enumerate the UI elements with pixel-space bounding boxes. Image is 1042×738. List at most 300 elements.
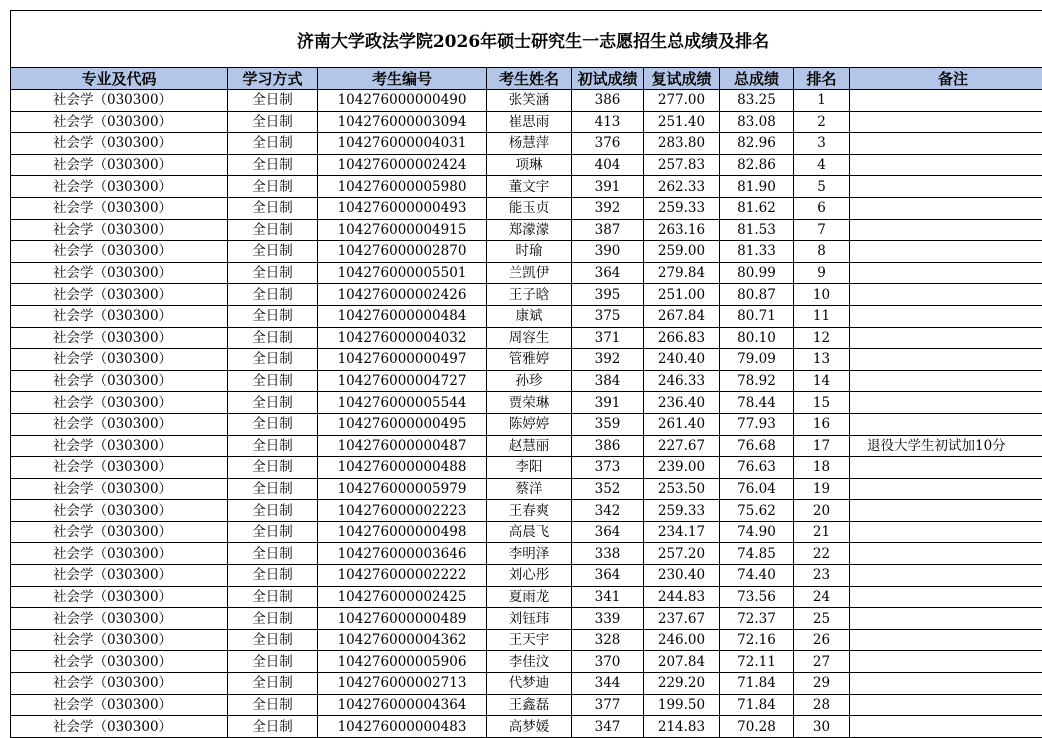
cell-retest-score: 283.80	[644, 133, 720, 155]
cell-notes	[850, 111, 1042, 133]
cell-notes	[850, 241, 1042, 263]
cell-rank: 22	[794, 543, 850, 565]
table-row	[11, 586, 1042, 608]
cell-rank: 7	[794, 219, 850, 241]
cell-total-score: 78.92	[720, 370, 794, 392]
cell-total-score: 76.63	[720, 457, 794, 479]
cell-prelim-score: 386	[572, 435, 644, 457]
cell-total-score: 74.40	[720, 565, 794, 587]
cell-study-mode: 全日制	[228, 133, 318, 155]
cell-major: 社会学（030300）	[11, 284, 228, 306]
cell-study-mode: 全日制	[228, 413, 318, 435]
cell-notes	[850, 694, 1042, 716]
cell-rank: 16	[794, 413, 850, 435]
cell-name: 李阳	[487, 457, 572, 479]
table-row	[11, 392, 1042, 414]
cell-notes	[850, 327, 1042, 349]
cell-prelim-score: 328	[572, 629, 644, 651]
cell-rank: 2	[794, 111, 850, 133]
cell-name: 王天宇	[487, 629, 572, 651]
cell-study-mode: 全日制	[228, 521, 318, 543]
cell-major: 社会学（030300）	[11, 197, 228, 219]
cell-study-mode: 全日制	[228, 608, 318, 630]
cell-notes	[850, 629, 1042, 651]
cell-major: 社会学（030300）	[11, 392, 228, 414]
cell-retest-score: 257.83	[644, 154, 720, 176]
cell-total-score: 82.86	[720, 154, 794, 176]
cell-major: 社会学（030300）	[11, 154, 228, 176]
cell-candidate-id: 104276000000483	[318, 716, 487, 738]
cell-major: 社会学（030300）	[11, 716, 228, 738]
table-row	[11, 90, 1042, 112]
cell-major: 社会学（030300）	[11, 608, 228, 630]
cell-name: 刘心彤	[487, 565, 572, 587]
cell-candidate-id: 104276000005980	[318, 176, 487, 198]
cell-retest-score: 199.50	[644, 694, 720, 716]
cell-name: 李佳汶	[487, 651, 572, 673]
cell-name: 郑濛濛	[487, 219, 572, 241]
cell-total-score: 75.62	[720, 500, 794, 522]
cell-name: 高梦媛	[487, 716, 572, 738]
cell-major: 社会学（030300）	[11, 176, 228, 198]
cell-total-score: 72.11	[720, 651, 794, 673]
cell-rank: 14	[794, 370, 850, 392]
cell-rank: 25	[794, 608, 850, 630]
table-row	[11, 694, 1042, 716]
cell-prelim-score: 390	[572, 241, 644, 263]
cell-study-mode: 全日制	[228, 219, 318, 241]
cell-total-score: 74.90	[720, 521, 794, 543]
cell-total-score: 80.87	[720, 284, 794, 306]
cell-retest-score: 251.40	[644, 111, 720, 133]
cell-total-score: 77.93	[720, 413, 794, 435]
cell-major: 社会学（030300）	[11, 543, 228, 565]
cell-notes	[850, 305, 1042, 327]
table-row	[11, 197, 1042, 219]
cell-total-score: 81.62	[720, 197, 794, 219]
cell-notes: 退役大学生初试加10分	[850, 435, 1042, 457]
cell-retest-score: 214.83	[644, 716, 720, 738]
cell-total-score: 72.16	[720, 629, 794, 651]
cell-notes	[850, 716, 1042, 738]
header-major: 专业及代码	[11, 68, 228, 90]
cell-name: 王子晗	[487, 284, 572, 306]
header-notes: 备注	[850, 68, 1042, 90]
cell-retest-score: 246.33	[644, 370, 720, 392]
cell-prelim-score: 391	[572, 392, 644, 414]
cell-candidate-id: 104276000005544	[318, 392, 487, 414]
cell-name: 王鑫磊	[487, 694, 572, 716]
table-header-row	[11, 68, 1042, 90]
cell-candidate-id: 104276000004364	[318, 694, 487, 716]
cell-candidate-id: 104276000000487	[318, 435, 487, 457]
cell-rank: 30	[794, 716, 850, 738]
cell-retest-score: 246.00	[644, 629, 720, 651]
table-row	[11, 651, 1042, 673]
cell-study-mode: 全日制	[228, 673, 318, 695]
cell-prelim-score: 404	[572, 154, 644, 176]
cell-retest-score: 234.17	[644, 521, 720, 543]
cell-retest-score: 277.00	[644, 90, 720, 112]
header-candidate-id: 考生编号	[318, 68, 487, 90]
cell-prelim-score: 392	[572, 197, 644, 219]
cell-name: 崔思雨	[487, 111, 572, 133]
cell-prelim-score: 364	[572, 565, 644, 587]
cell-total-score: 80.99	[720, 262, 794, 284]
cell-retest-score: 257.20	[644, 543, 720, 565]
cell-name: 王春爽	[487, 500, 572, 522]
cell-study-mode: 全日制	[228, 543, 318, 565]
table-row	[11, 133, 1042, 155]
cell-retest-score: 267.84	[644, 305, 720, 327]
cell-major: 社会学（030300）	[11, 435, 228, 457]
cell-major: 社会学（030300）	[11, 133, 228, 155]
cell-total-score: 82.96	[720, 133, 794, 155]
cell-notes	[850, 176, 1042, 198]
cell-candidate-id: 104276000005906	[318, 651, 487, 673]
cell-retest-score: 227.67	[644, 435, 720, 457]
cell-major: 社会学（030300）	[11, 349, 228, 371]
cell-name: 项琳	[487, 154, 572, 176]
table-row	[11, 478, 1042, 500]
cell-name: 孙珍	[487, 370, 572, 392]
cell-notes	[850, 543, 1042, 565]
cell-candidate-id: 104276000005979	[318, 478, 487, 500]
cell-study-mode: 全日制	[228, 197, 318, 219]
cell-prelim-score: 339	[572, 608, 644, 630]
cell-study-mode: 全日制	[228, 435, 318, 457]
cell-prelim-score: 395	[572, 284, 644, 306]
table-row	[11, 284, 1042, 306]
header-rank: 排名	[794, 68, 850, 90]
cell-total-score: 79.09	[720, 349, 794, 371]
cell-candidate-id: 104276000002223	[318, 500, 487, 522]
cell-major: 社会学（030300）	[11, 90, 228, 112]
cell-name: 杨慧萍	[487, 133, 572, 155]
cell-retest-score: 207.84	[644, 651, 720, 673]
cell-rank: 24	[794, 586, 850, 608]
cell-study-mode: 全日制	[228, 284, 318, 306]
cell-candidate-id: 104276000002424	[318, 154, 487, 176]
cell-candidate-id: 104276000004032	[318, 327, 487, 349]
cell-candidate-id: 104276000000497	[318, 349, 487, 371]
cell-study-mode: 全日制	[228, 327, 318, 349]
cell-study-mode: 全日制	[228, 629, 318, 651]
table-row	[11, 327, 1042, 349]
cell-prelim-score: 391	[572, 176, 644, 198]
cell-total-score: 76.04	[720, 478, 794, 500]
cell-prelim-score: 376	[572, 133, 644, 155]
cell-retest-score: 239.00	[644, 457, 720, 479]
document-title: 济南大学政法学院2026年硕士研究生一志愿招生总成绩及排名	[10, 10, 1042, 67]
cell-name: 周容生	[487, 327, 572, 349]
cell-total-score: 83.08	[720, 111, 794, 133]
cell-notes	[850, 651, 1042, 673]
cell-rank: 27	[794, 651, 850, 673]
cell-prelim-score: 387	[572, 219, 644, 241]
cell-retest-score: 236.40	[644, 392, 720, 414]
cell-major: 社会学（030300）	[11, 500, 228, 522]
table-row	[11, 370, 1042, 392]
cell-candidate-id: 104276000002222	[318, 565, 487, 587]
cell-retest-score: 266.83	[644, 327, 720, 349]
table-row	[11, 305, 1042, 327]
cell-retest-score: 259.33	[644, 197, 720, 219]
table-row	[11, 435, 1042, 457]
cell-study-mode: 全日制	[228, 651, 318, 673]
cell-candidate-id: 104276000002870	[318, 241, 487, 263]
cell-notes	[850, 133, 1042, 155]
cell-major: 社会学（030300）	[11, 370, 228, 392]
cell-total-score: 71.84	[720, 694, 794, 716]
cell-major: 社会学（030300）	[11, 327, 228, 349]
cell-rank: 28	[794, 694, 850, 716]
table-row	[11, 543, 1042, 565]
cell-retest-score: 230.40	[644, 565, 720, 587]
cell-study-mode: 全日制	[228, 478, 318, 500]
cell-candidate-id: 104276000004031	[318, 133, 487, 155]
cell-notes	[850, 219, 1042, 241]
cell-name: 张笑涵	[487, 90, 572, 112]
cell-candidate-id: 104276000004727	[318, 370, 487, 392]
cell-rank: 29	[794, 673, 850, 695]
cell-major: 社会学（030300）	[11, 262, 228, 284]
cell-rank: 8	[794, 241, 850, 263]
header-prelim-score: 初试成绩	[572, 68, 644, 90]
table-row	[11, 457, 1042, 479]
cell-study-mode: 全日制	[228, 111, 318, 133]
header-total-score: 总成绩	[720, 68, 794, 90]
header-study-mode: 学习方式	[228, 68, 318, 90]
cell-prelim-score: 347	[572, 716, 644, 738]
cell-name: 康斌	[487, 305, 572, 327]
cell-major: 社会学（030300）	[11, 565, 228, 587]
cell-candidate-id: 104276000000484	[318, 305, 487, 327]
table-row	[11, 413, 1042, 435]
cell-name: 能玉贞	[487, 197, 572, 219]
cell-notes	[850, 500, 1042, 522]
cell-candidate-id: 104276000003646	[318, 543, 487, 565]
cell-total-score: 70.28	[720, 716, 794, 738]
cell-name: 贾荣琳	[487, 392, 572, 414]
cell-name: 兰凯伊	[487, 262, 572, 284]
cell-retest-score: 237.67	[644, 608, 720, 630]
cell-study-mode: 全日制	[228, 565, 318, 587]
cell-retest-score: 259.00	[644, 241, 720, 263]
cell-prelim-score: 342	[572, 500, 644, 522]
cell-study-mode: 全日制	[228, 716, 318, 738]
cell-retest-score: 279.84	[644, 262, 720, 284]
cell-notes	[850, 565, 1042, 587]
cell-major: 社会学（030300）	[11, 457, 228, 479]
cell-study-mode: 全日制	[228, 154, 318, 176]
cell-notes	[850, 457, 1042, 479]
cell-rank: 3	[794, 133, 850, 155]
cell-name: 刘钰玮	[487, 608, 572, 630]
table-row	[11, 629, 1042, 651]
cell-candidate-id: 104276000000490	[318, 90, 487, 112]
cell-retest-score: 251.00	[644, 284, 720, 306]
cell-study-mode: 全日制	[228, 370, 318, 392]
cell-retest-score: 261.40	[644, 413, 720, 435]
cell-candidate-id: 104276000000493	[318, 197, 487, 219]
cell-total-score: 80.71	[720, 305, 794, 327]
cell-prelim-score: 338	[572, 543, 644, 565]
cell-study-mode: 全日制	[228, 90, 318, 112]
cell-name: 代梦迪	[487, 673, 572, 695]
cell-notes	[850, 586, 1042, 608]
cell-retest-score: 240.40	[644, 349, 720, 371]
cell-prelim-score: 344	[572, 673, 644, 695]
cell-candidate-id: 104276000000498	[318, 521, 487, 543]
cell-notes	[850, 262, 1042, 284]
cell-major: 社会学（030300）	[11, 111, 228, 133]
cell-notes	[850, 370, 1042, 392]
cell-total-score: 76.68	[720, 435, 794, 457]
cell-prelim-score: 386	[572, 90, 644, 112]
cell-study-mode: 全日制	[228, 586, 318, 608]
score-table	[10, 67, 1042, 738]
cell-notes	[850, 197, 1042, 219]
cell-notes	[850, 90, 1042, 112]
cell-retest-score: 259.33	[644, 500, 720, 522]
cell-candidate-id: 104276000003094	[318, 111, 487, 133]
cell-total-score: 81.33	[720, 241, 794, 263]
cell-retest-score: 253.50	[644, 478, 720, 500]
table-row	[11, 565, 1042, 587]
cell-prelim-score: 375	[572, 305, 644, 327]
cell-rank: 6	[794, 197, 850, 219]
table-row	[11, 154, 1042, 176]
cell-prelim-score: 384	[572, 370, 644, 392]
cell-major: 社会学（030300）	[11, 651, 228, 673]
cell-candidate-id: 104276000005501	[318, 262, 487, 284]
cell-name: 夏雨龙	[487, 586, 572, 608]
table-row	[11, 219, 1042, 241]
cell-prelim-score: 392	[572, 349, 644, 371]
cell-study-mode: 全日制	[228, 500, 318, 522]
cell-prelim-score: 359	[572, 413, 644, 435]
table-row	[11, 176, 1042, 198]
cell-name: 赵慧丽	[487, 435, 572, 457]
table-row	[11, 521, 1042, 543]
cell-study-mode: 全日制	[228, 176, 318, 198]
cell-retest-score: 244.83	[644, 586, 720, 608]
cell-major: 社会学（030300）	[11, 629, 228, 651]
cell-rank: 19	[794, 478, 850, 500]
table-row	[11, 111, 1042, 133]
cell-notes	[850, 608, 1042, 630]
cell-prelim-score: 371	[572, 327, 644, 349]
cell-major: 社会学（030300）	[11, 413, 228, 435]
cell-total-score: 72.37	[720, 608, 794, 630]
cell-prelim-score: 377	[572, 694, 644, 716]
cell-total-score: 81.53	[720, 219, 794, 241]
cell-prelim-score: 370	[572, 651, 644, 673]
cell-prelim-score: 364	[572, 521, 644, 543]
table-body	[11, 90, 1042, 738]
header-retest-score: 复试成绩	[644, 68, 720, 90]
cell-name: 蔡洋	[487, 478, 572, 500]
cell-major: 社会学（030300）	[11, 521, 228, 543]
cell-prelim-score: 341	[572, 586, 644, 608]
table-row	[11, 500, 1042, 522]
table-row	[11, 241, 1042, 263]
cell-prelim-score: 364	[572, 262, 644, 284]
cell-candidate-id: 104276000002426	[318, 284, 487, 306]
cell-name: 时瑜	[487, 241, 572, 263]
cell-name: 李明泽	[487, 543, 572, 565]
cell-major: 社会学（030300）	[11, 241, 228, 263]
cell-name: 管雅婷	[487, 349, 572, 371]
cell-rank: 17	[794, 435, 850, 457]
table-row	[11, 673, 1042, 695]
cell-study-mode: 全日制	[228, 694, 318, 716]
cell-notes	[850, 521, 1042, 543]
cell-total-score: 78.44	[720, 392, 794, 414]
cell-candidate-id: 104276000004362	[318, 629, 487, 651]
cell-study-mode: 全日制	[228, 241, 318, 263]
cell-rank: 26	[794, 629, 850, 651]
cell-major: 社会学（030300）	[11, 478, 228, 500]
cell-total-score: 73.56	[720, 586, 794, 608]
cell-prelim-score: 413	[572, 111, 644, 133]
cell-notes	[850, 154, 1042, 176]
cell-study-mode: 全日制	[228, 262, 318, 284]
cell-rank: 1	[794, 90, 850, 112]
cell-prelim-score: 373	[572, 457, 644, 479]
cell-major: 社会学（030300）	[11, 586, 228, 608]
cell-notes	[850, 284, 1042, 306]
cell-rank: 13	[794, 349, 850, 371]
cell-notes	[850, 478, 1042, 500]
cell-candidate-id: 104276000004915	[318, 219, 487, 241]
cell-study-mode: 全日制	[228, 457, 318, 479]
cell-rank: 18	[794, 457, 850, 479]
cell-notes	[850, 392, 1042, 414]
cell-candidate-id: 104276000002425	[318, 586, 487, 608]
cell-candidate-id: 104276000000495	[318, 413, 487, 435]
cell-study-mode: 全日制	[228, 349, 318, 371]
table-row	[11, 262, 1042, 284]
cell-total-score: 80.10	[720, 327, 794, 349]
cell-major: 社会学（030300）	[11, 305, 228, 327]
table-row	[11, 608, 1042, 630]
cell-rank: 4	[794, 154, 850, 176]
cell-total-score: 71.84	[720, 673, 794, 695]
cell-retest-score: 262.33	[644, 176, 720, 198]
header-name: 考生姓名	[487, 68, 572, 90]
cell-total-score: 83.25	[720, 90, 794, 112]
cell-candidate-id: 104276000000489	[318, 608, 487, 630]
cell-prelim-score: 352	[572, 478, 644, 500]
cell-study-mode: 全日制	[228, 392, 318, 414]
table-row	[11, 716, 1042, 738]
cell-rank: 21	[794, 521, 850, 543]
cell-candidate-id: 104276000002713	[318, 673, 487, 695]
cell-rank: 15	[794, 392, 850, 414]
cell-candidate-id: 104276000000488	[318, 457, 487, 479]
cell-rank: 9	[794, 262, 850, 284]
cell-study-mode: 全日制	[228, 305, 318, 327]
cell-rank: 11	[794, 305, 850, 327]
cell-rank: 12	[794, 327, 850, 349]
cell-name: 陈婷婷	[487, 413, 572, 435]
cell-major: 社会学（030300）	[11, 219, 228, 241]
cell-retest-score: 263.16	[644, 219, 720, 241]
cell-major: 社会学（030300）	[11, 694, 228, 716]
cell-retest-score: 229.20	[644, 673, 720, 695]
